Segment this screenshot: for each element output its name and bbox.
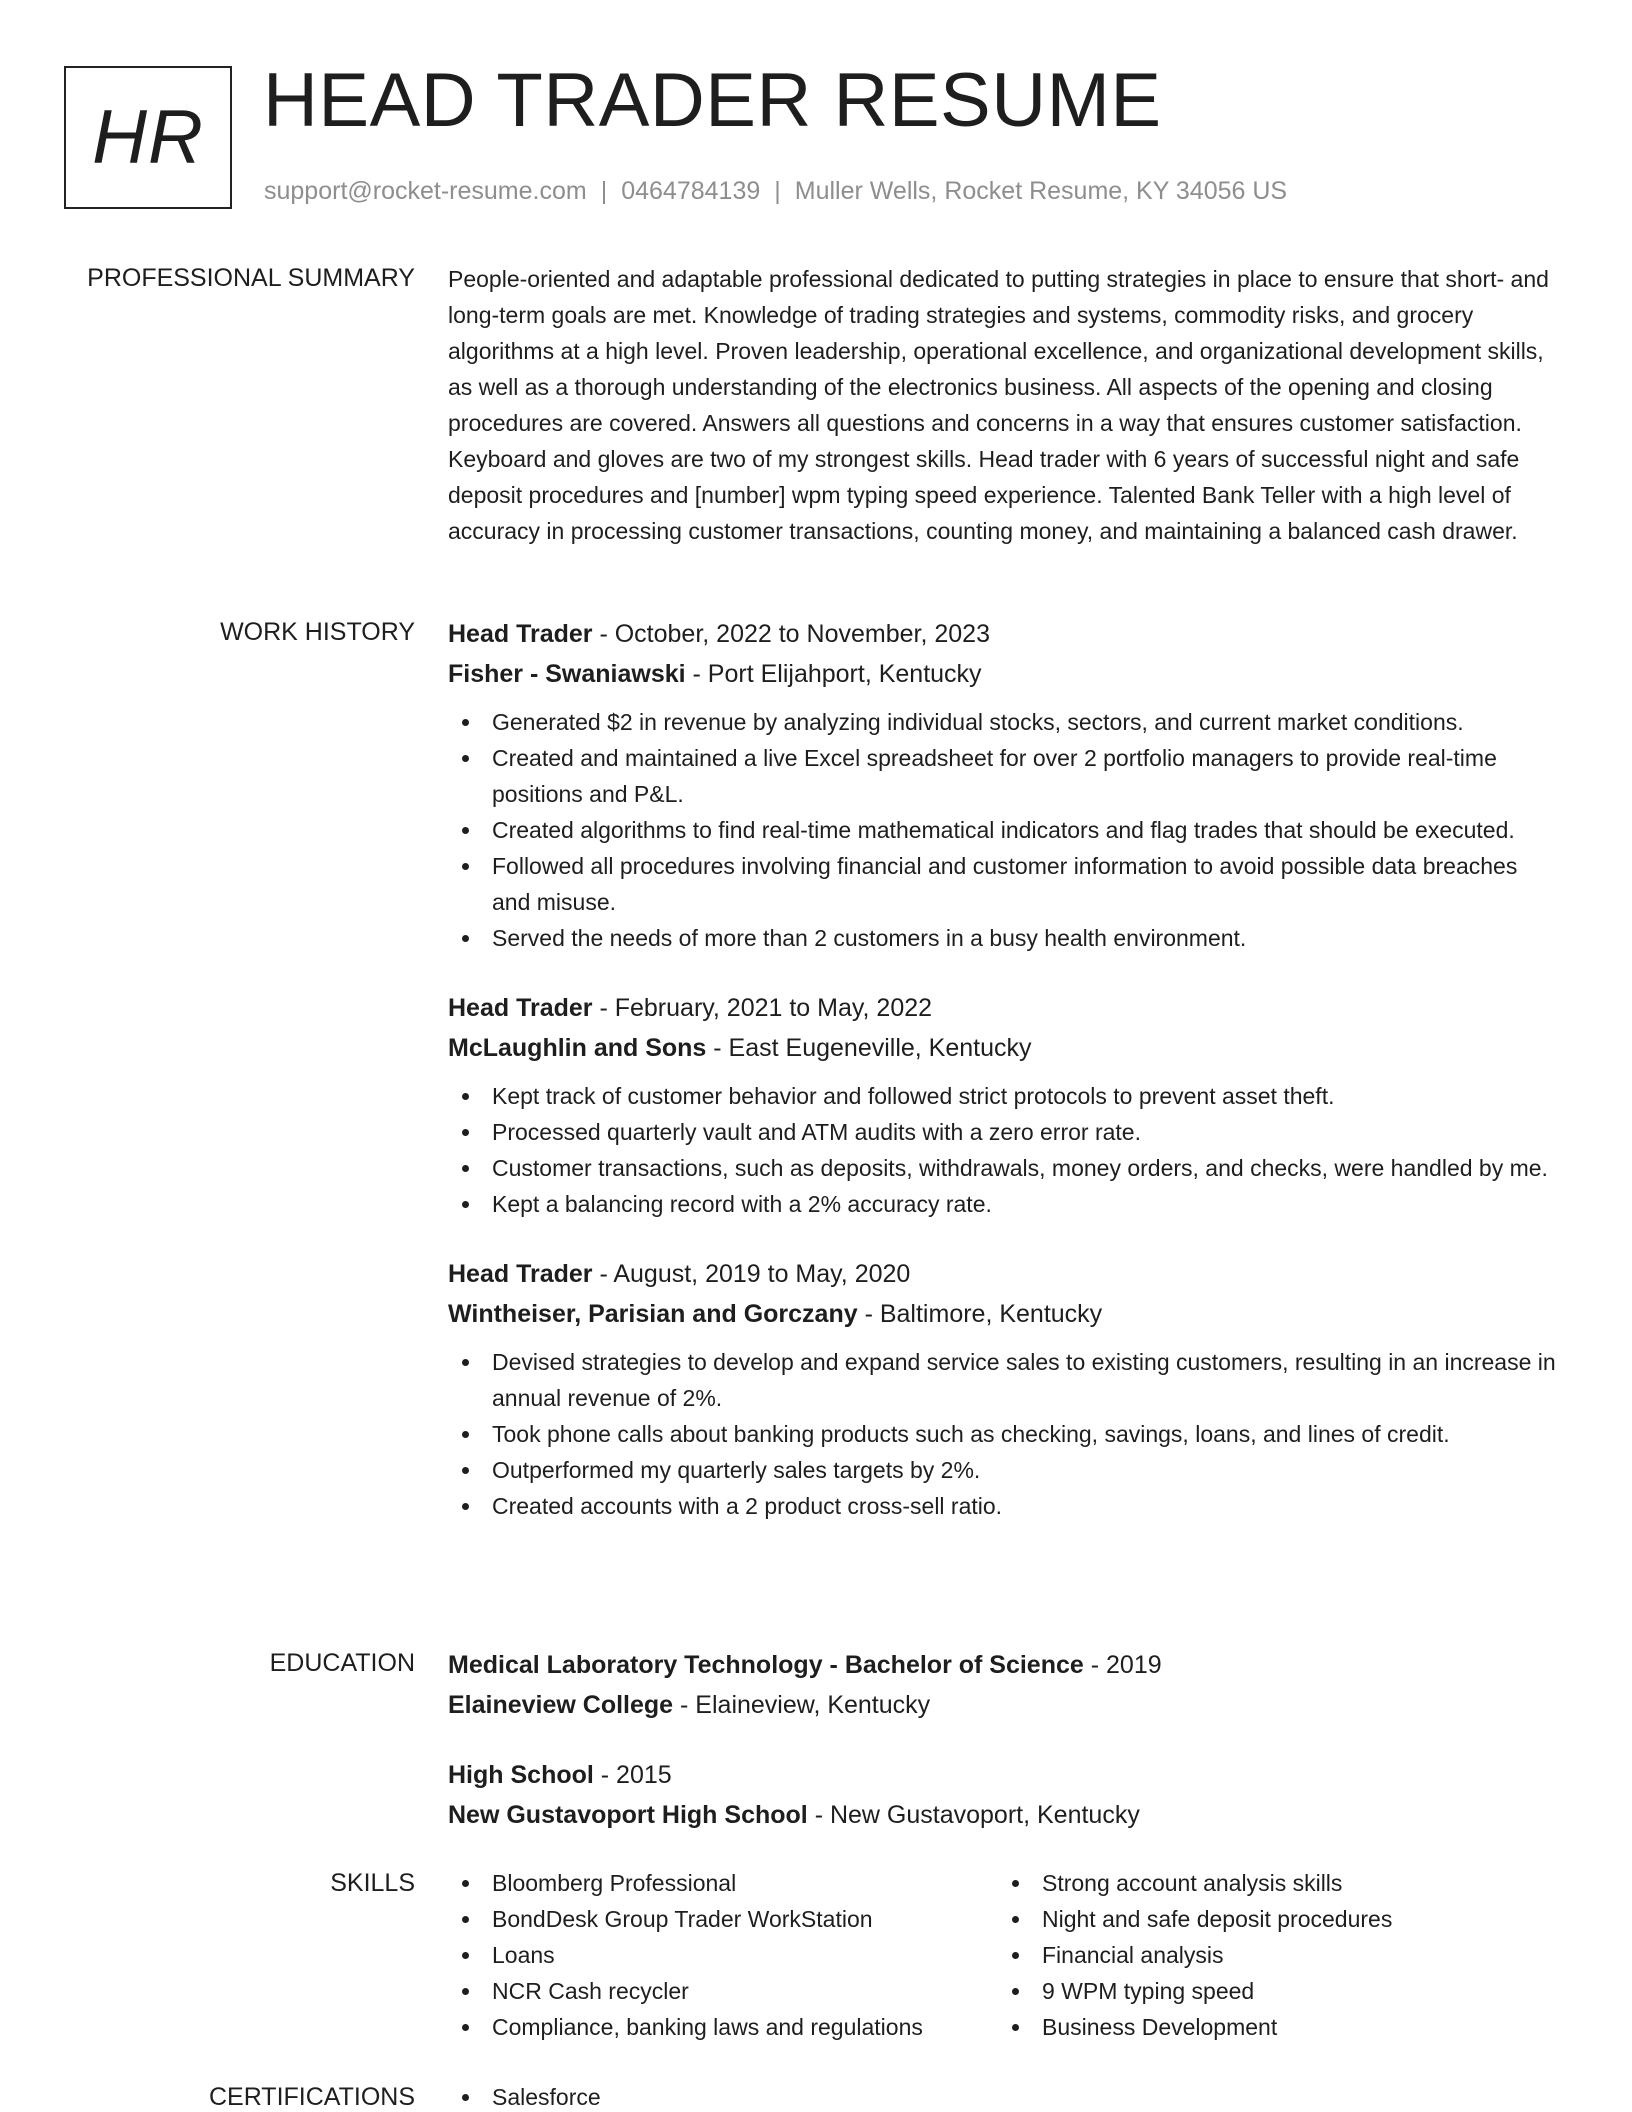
job-title: Head Trader xyxy=(448,1260,593,1288)
section-label: WORK HISTORY xyxy=(220,618,415,646)
page-title: HEAD TRADER RESUME xyxy=(263,58,1162,143)
contact-separator: | xyxy=(600,177,608,205)
education-degree: Medical Laboratory Technology - Bachelor of Science xyxy=(448,1651,1084,1679)
job-location: - East Eugeneville, Kentucky xyxy=(706,1034,1032,1062)
job-company-line xyxy=(448,1294,1562,1334)
job-bullets xyxy=(448,1078,1562,1222)
job-title: Head Trader xyxy=(448,620,593,648)
education-school: Elaineview College xyxy=(448,1691,674,1719)
skill-item: Strong account analysis skills xyxy=(998,1865,1548,1901)
education-year: - 2019 xyxy=(1083,1651,1162,1679)
job-dates: - August, 2019 to May, 2020 xyxy=(592,1260,911,1288)
job-title-line xyxy=(448,1254,1562,1294)
job-bullet: Created and maintained a live Excel spreadsheet for over 2 portfolio managers to provide real-time positions and P&L. xyxy=(448,740,1562,812)
job-bullet: Processed quarterly vault and ATM audits with a zero error rate. xyxy=(448,1114,1562,1150)
education-year: - 2015 xyxy=(593,1761,672,1789)
job-title: Head Trader xyxy=(448,994,593,1022)
monogram-badge xyxy=(64,66,232,209)
education-school-line xyxy=(448,1795,1562,1835)
contact-phone: 0464784139 xyxy=(621,177,761,205)
section-label: PROFESSIONAL SUMMARY xyxy=(87,264,415,292)
skill-item: Night and safe deposit procedures xyxy=(998,1901,1548,1937)
skill-item: Business Development xyxy=(998,2009,1548,2045)
job-company: Wintheiser, Parisian and Gorczany xyxy=(448,1300,858,1328)
skill-item: BondDesk Group Trader WorkStation xyxy=(448,1901,998,1937)
education-location: - Elaineview, Kentucky xyxy=(673,1691,931,1719)
job-dates: - October, 2022 to November, 2023 xyxy=(592,620,990,648)
job-bullet: Devised strategies to develop and expand service sales to existing customers, resulting in an increase in annual revenue of 2%. xyxy=(448,1344,1562,1416)
skills-column-left xyxy=(448,1865,998,2045)
monogram-text: HR xyxy=(92,95,204,180)
contact-line xyxy=(264,176,1287,206)
job-dates: - February, 2021 to May, 2022 xyxy=(592,994,933,1022)
education-entry xyxy=(448,1755,1562,1835)
skill-item: Compliance, banking laws and regulations xyxy=(448,2009,998,2045)
job-bullet: Created algorithms to find real-time mathematical indicators and flag trades that should be executed. xyxy=(448,812,1562,848)
job-bullet: Created accounts with a 2 product cross-sell ratio. xyxy=(448,1488,1562,1524)
summary-text: People-oriented and adaptable professional dedicated to putting strategies in place to ensure that short- and long-term goals are met. Knowledge of trading strategies and systems, commodity risks, and grocery algorithms at a high level. Proven leadership, operational excellence, and organizational development skills, as well as a thorough understanding of the electronics business. All aspects of the opening and closing procedures are covered. Answers all questions and concerns in a way that ensures customer satisfaction. Keyboard and gloves are two of my strongest skills. Head trader with 6 years of successful night and safe deposit procedures and [number] wpm typing speed experience. Talented Bank Teller with a high level of accuracy in processing customer transactions, counting money, and maintaining a balanced cash drawer. xyxy=(448,266,1549,544)
job-bullets xyxy=(448,704,1562,956)
certification-item: Salesforce xyxy=(448,2079,1562,2112)
job-entry xyxy=(448,988,1562,1222)
certifications-list xyxy=(448,2079,1562,2112)
job-bullets xyxy=(448,1344,1562,1524)
job-bullet: Served the needs of more than 2 customers in a busy health environment. xyxy=(448,920,1562,956)
job-company-line xyxy=(448,654,1562,694)
contact-email: support@rocket-resume.com xyxy=(264,177,587,205)
job-company: McLaughlin and Sons xyxy=(448,1034,707,1062)
skill-item: 9 WPM typing speed xyxy=(998,1973,1548,2009)
skill-item: Financial analysis xyxy=(998,1937,1548,1973)
education-degree-line xyxy=(448,1645,1562,1685)
education-degree-line xyxy=(448,1755,1562,1795)
job-location: - Baltimore, Kentucky xyxy=(857,1300,1103,1328)
job-bullet: Followed all procedures involving financial and customer information to avoid possible data breaches and misuse. xyxy=(448,848,1562,920)
education-location: - New Gustavoport, Kentucky xyxy=(807,1801,1140,1829)
education-school-line xyxy=(448,1685,1562,1725)
education-school: New Gustavoport High School xyxy=(448,1801,808,1829)
job-bullet: Outperformed my quarterly sales targets by 2%. xyxy=(448,1452,1562,1488)
job-title-line xyxy=(448,614,1562,654)
skills-column-right xyxy=(998,1865,1548,2045)
education-degree: High School xyxy=(448,1761,594,1789)
job-bullet: Kept track of customer behavior and followed strict protocols to prevent asset theft. xyxy=(448,1078,1562,1114)
job-entry xyxy=(448,614,1562,956)
education-list xyxy=(448,1645,1562,1835)
job-location: - Port Elijahport, Kentucky xyxy=(685,660,982,688)
job-company: Fisher - Swaniawski xyxy=(448,660,686,688)
work-list xyxy=(448,614,1562,1524)
skill-item: Bloomberg Professional xyxy=(448,1865,998,1901)
certifications-bullets xyxy=(448,2079,1562,2112)
contact-separator: | xyxy=(774,177,781,205)
section-label: SKILLS xyxy=(330,1869,415,1897)
job-company-line xyxy=(448,1028,1562,1068)
job-bullet: Kept a balancing record with a 2% accuracy rate. xyxy=(448,1186,1562,1222)
skill-item: NCR Cash recycler xyxy=(448,1973,998,2009)
job-bullet: Generated $2 in revenue by analyzing individual stocks, sectors, and current market conditions. xyxy=(448,704,1562,740)
skills-grid xyxy=(448,1865,1562,2045)
contact-address: Muller Wells, Rocket Resume, KY 34056 US xyxy=(794,177,1288,205)
job-entry xyxy=(448,1254,1562,1524)
section-label: EDUCATION xyxy=(269,1649,415,1677)
job-bullet: Took phone calls about banking products such as checking, savings, loans, and lines of credit. xyxy=(448,1416,1562,1452)
job-title-line xyxy=(448,988,1562,1028)
job-bullet: Customer transactions, such as deposits, withdrawals, money orders, and checks, were handled by me. xyxy=(448,1150,1562,1186)
section-label: CERTIFICATIONS xyxy=(208,2083,415,2111)
education-entry xyxy=(448,1645,1562,1725)
skill-item: Loans xyxy=(448,1937,998,1973)
